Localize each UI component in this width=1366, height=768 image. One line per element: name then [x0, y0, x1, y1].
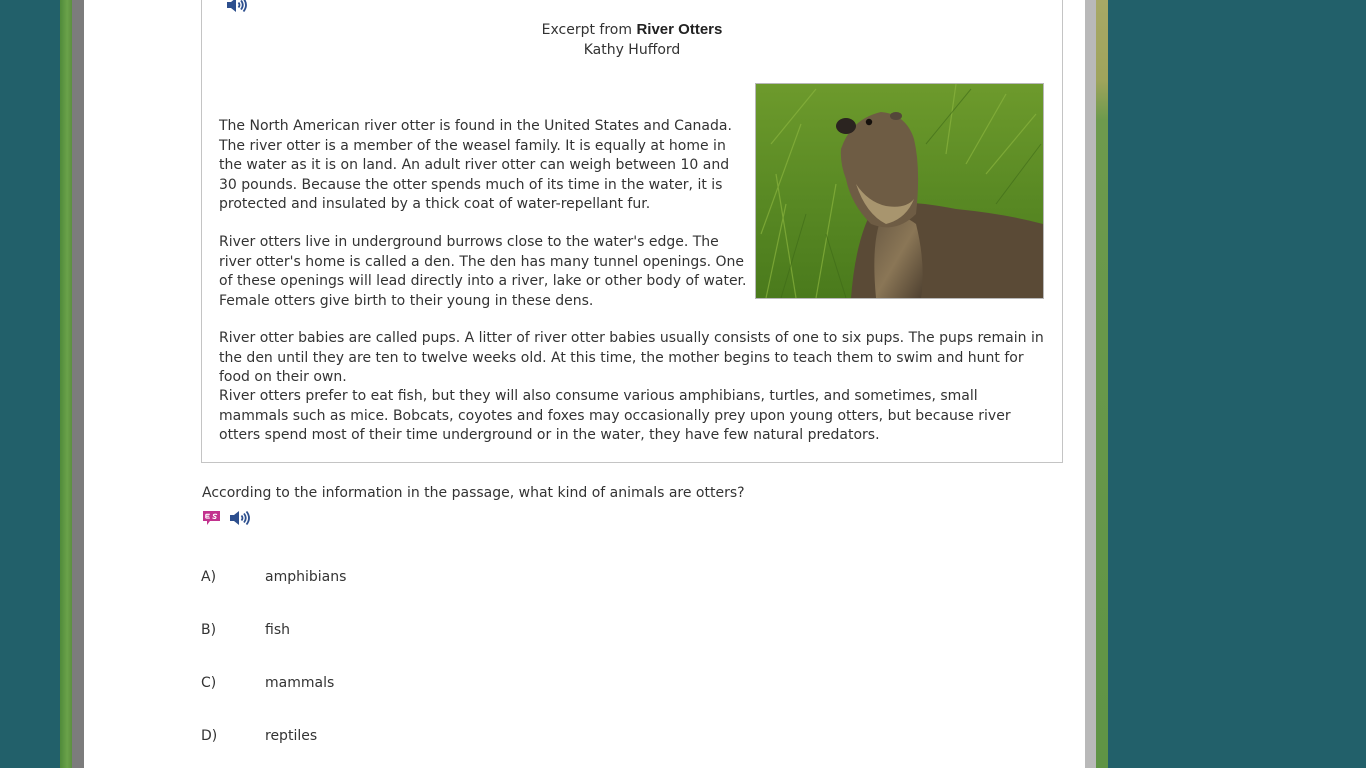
option-letter: B) [201, 622, 217, 638]
speaker-icon[interactable] [226, 0, 248, 14]
option-text: reptiles [265, 728, 318, 744]
left-frame-shadow [72, 0, 84, 768]
option-letter: D) [201, 728, 218, 744]
option-letter: C) [201, 675, 217, 691]
passage-paragraph-2: River otters live in underground burrows close to the water's edge. The river otter's home is called a den. The den has many tunnel openings. One of these openings will lead directly into a river, lake or other body of water. Female otters give birth to their young in these dens. [219, 234, 747, 309]
option-letter: A) [201, 569, 217, 585]
answer-option-d[interactable] [201, 725, 601, 747]
passage-heading [201, 20, 1063, 60]
answer-option-a[interactable] [201, 566, 601, 588]
answer-option-c[interactable] [201, 672, 601, 694]
option-text: fish [265, 622, 290, 638]
spanish-translation-icon[interactable] [202, 510, 221, 527]
speaker-icon[interactable] [229, 509, 251, 527]
right-frame-shadow [1085, 0, 1096, 768]
option-text: mammals [265, 675, 335, 691]
left-frame-border [60, 0, 72, 768]
passage-paragraph-4: River otters prefer to eat fish, but they will also consume various amphibians, turtles, and sometimes, small mammals such as mice. Bobcats, coyotes and foxes may occasionally prey upon young otters, but because river otters spend most of their time underground or in the water, they have few natural predators. [219, 388, 1011, 443]
excerpt-prefix: Excerpt from [541, 22, 633, 38]
river-otter-photo [755, 83, 1044, 299]
option-text: amphibians [265, 569, 347, 585]
passage-author: Kathy Hufford [583, 42, 681, 58]
passage-paragraph-3: River otter babies are called pups. A litter of river otter babies usually consists of one to six pups. The pups remain in the den until they are ten to twelve weeks old. At this time, the mother begins to teach them to swim and hunt for food on their own. [219, 330, 1044, 385]
test-page [84, 0, 1085, 768]
passage-title: River Otters [636, 21, 723, 38]
question-prompt: According to the information in the passage, what kind of animals are otters? [202, 485, 745, 501]
answer-option-b[interactable] [201, 619, 601, 641]
passage-paragraph-1: The North American river otter is found in the United States and Canada. The river otter is a member of the weasel family. It is equally at home in the water as it is on land. An adult river otter can weigh between 10 and 30 pounds. Because the otter spends much of its time in the water, it is protected and insulated by a thick coat of water-repellant fur. [219, 118, 732, 212]
right-frame-border [1096, 0, 1108, 768]
